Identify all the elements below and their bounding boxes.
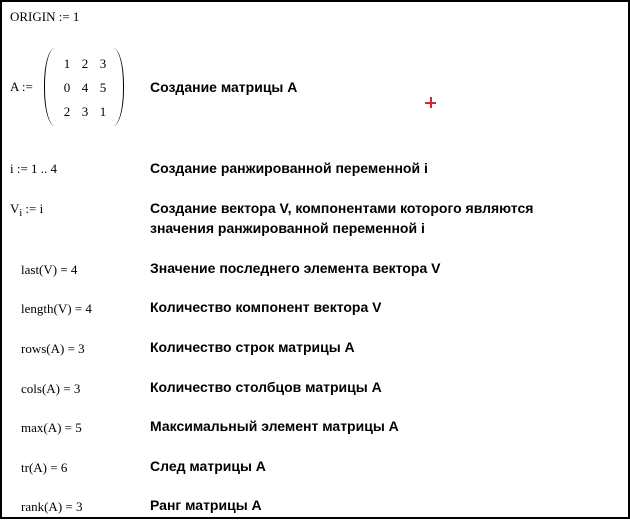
result-max-a-description: Максимальный элемент матрицы A	[150, 418, 399, 434]
result-length-v-description: Количество компонент вектора V	[150, 299, 382, 315]
result-cols-a[interactable]: cols(A) = 3	[21, 381, 81, 396]
range-variable-definition[interactable]: i := 1 .. 4	[10, 161, 58, 176]
matrix-cell: 3	[81, 104, 89, 119]
matrix-cell: 0	[63, 80, 71, 95]
result-cols-a-description: Количество столбцов матрицы A	[150, 379, 382, 395]
matrix-cell: 1	[99, 104, 107, 119]
left-paren	[44, 48, 55, 126]
result-rows-a-description: Количество строк матрицы A	[150, 339, 355, 355]
result-last-v-description: Значение последнего элемента вектора V	[150, 260, 441, 276]
vector-v-description-line2: значения ранжированной переменной i	[150, 220, 425, 236]
matrix-cell: 5	[99, 80, 107, 95]
matrix-cell: 2	[81, 56, 89, 71]
right-paren	[113, 48, 124, 126]
matrix-cell: 2	[63, 104, 71, 119]
result-tr-a[interactable]: tr(A) = 6	[21, 460, 68, 475]
result-max-a[interactable]: max(A) = 5	[21, 420, 82, 435]
crosshair-cursor-icon	[425, 97, 436, 108]
result-rank-a-description: Ранг матрицы A	[150, 497, 262, 513]
result-rank-a[interactable]: rank(A) = 3	[21, 499, 83, 514]
matrix-cell: 4	[81, 80, 89, 95]
vector-v-description-line1: Создание вектора V, компонентами которого являются	[150, 200, 534, 216]
vector-rhs: := i	[22, 201, 44, 216]
vector-v-definition[interactable]	[10, 201, 43, 219]
result-rows-a[interactable]: rows(A) = 3	[21, 341, 85, 356]
vector-name: V	[10, 201, 20, 216]
result-length-v[interactable]: length(V) = 4	[21, 301, 92, 316]
matrix-a-lhs[interactable]: A :=	[10, 79, 33, 94]
range-variable-description: Создание ранжированной переменной i	[150, 160, 428, 176]
result-tr-a-description: След матрицы A	[150, 458, 266, 474]
matrix-cell: 1	[63, 56, 71, 71]
matrix-a-description: Создание матрицы A	[150, 79, 298, 95]
origin-definition[interactable]: ORIGIN := 1	[10, 9, 80, 24]
vector-subscript: i	[19, 208, 23, 219]
matrix-a[interactable]	[44, 48, 124, 126]
result-last-v[interactable]: last(V) = 4	[21, 262, 78, 277]
matrix-cell: 3	[99, 56, 107, 71]
